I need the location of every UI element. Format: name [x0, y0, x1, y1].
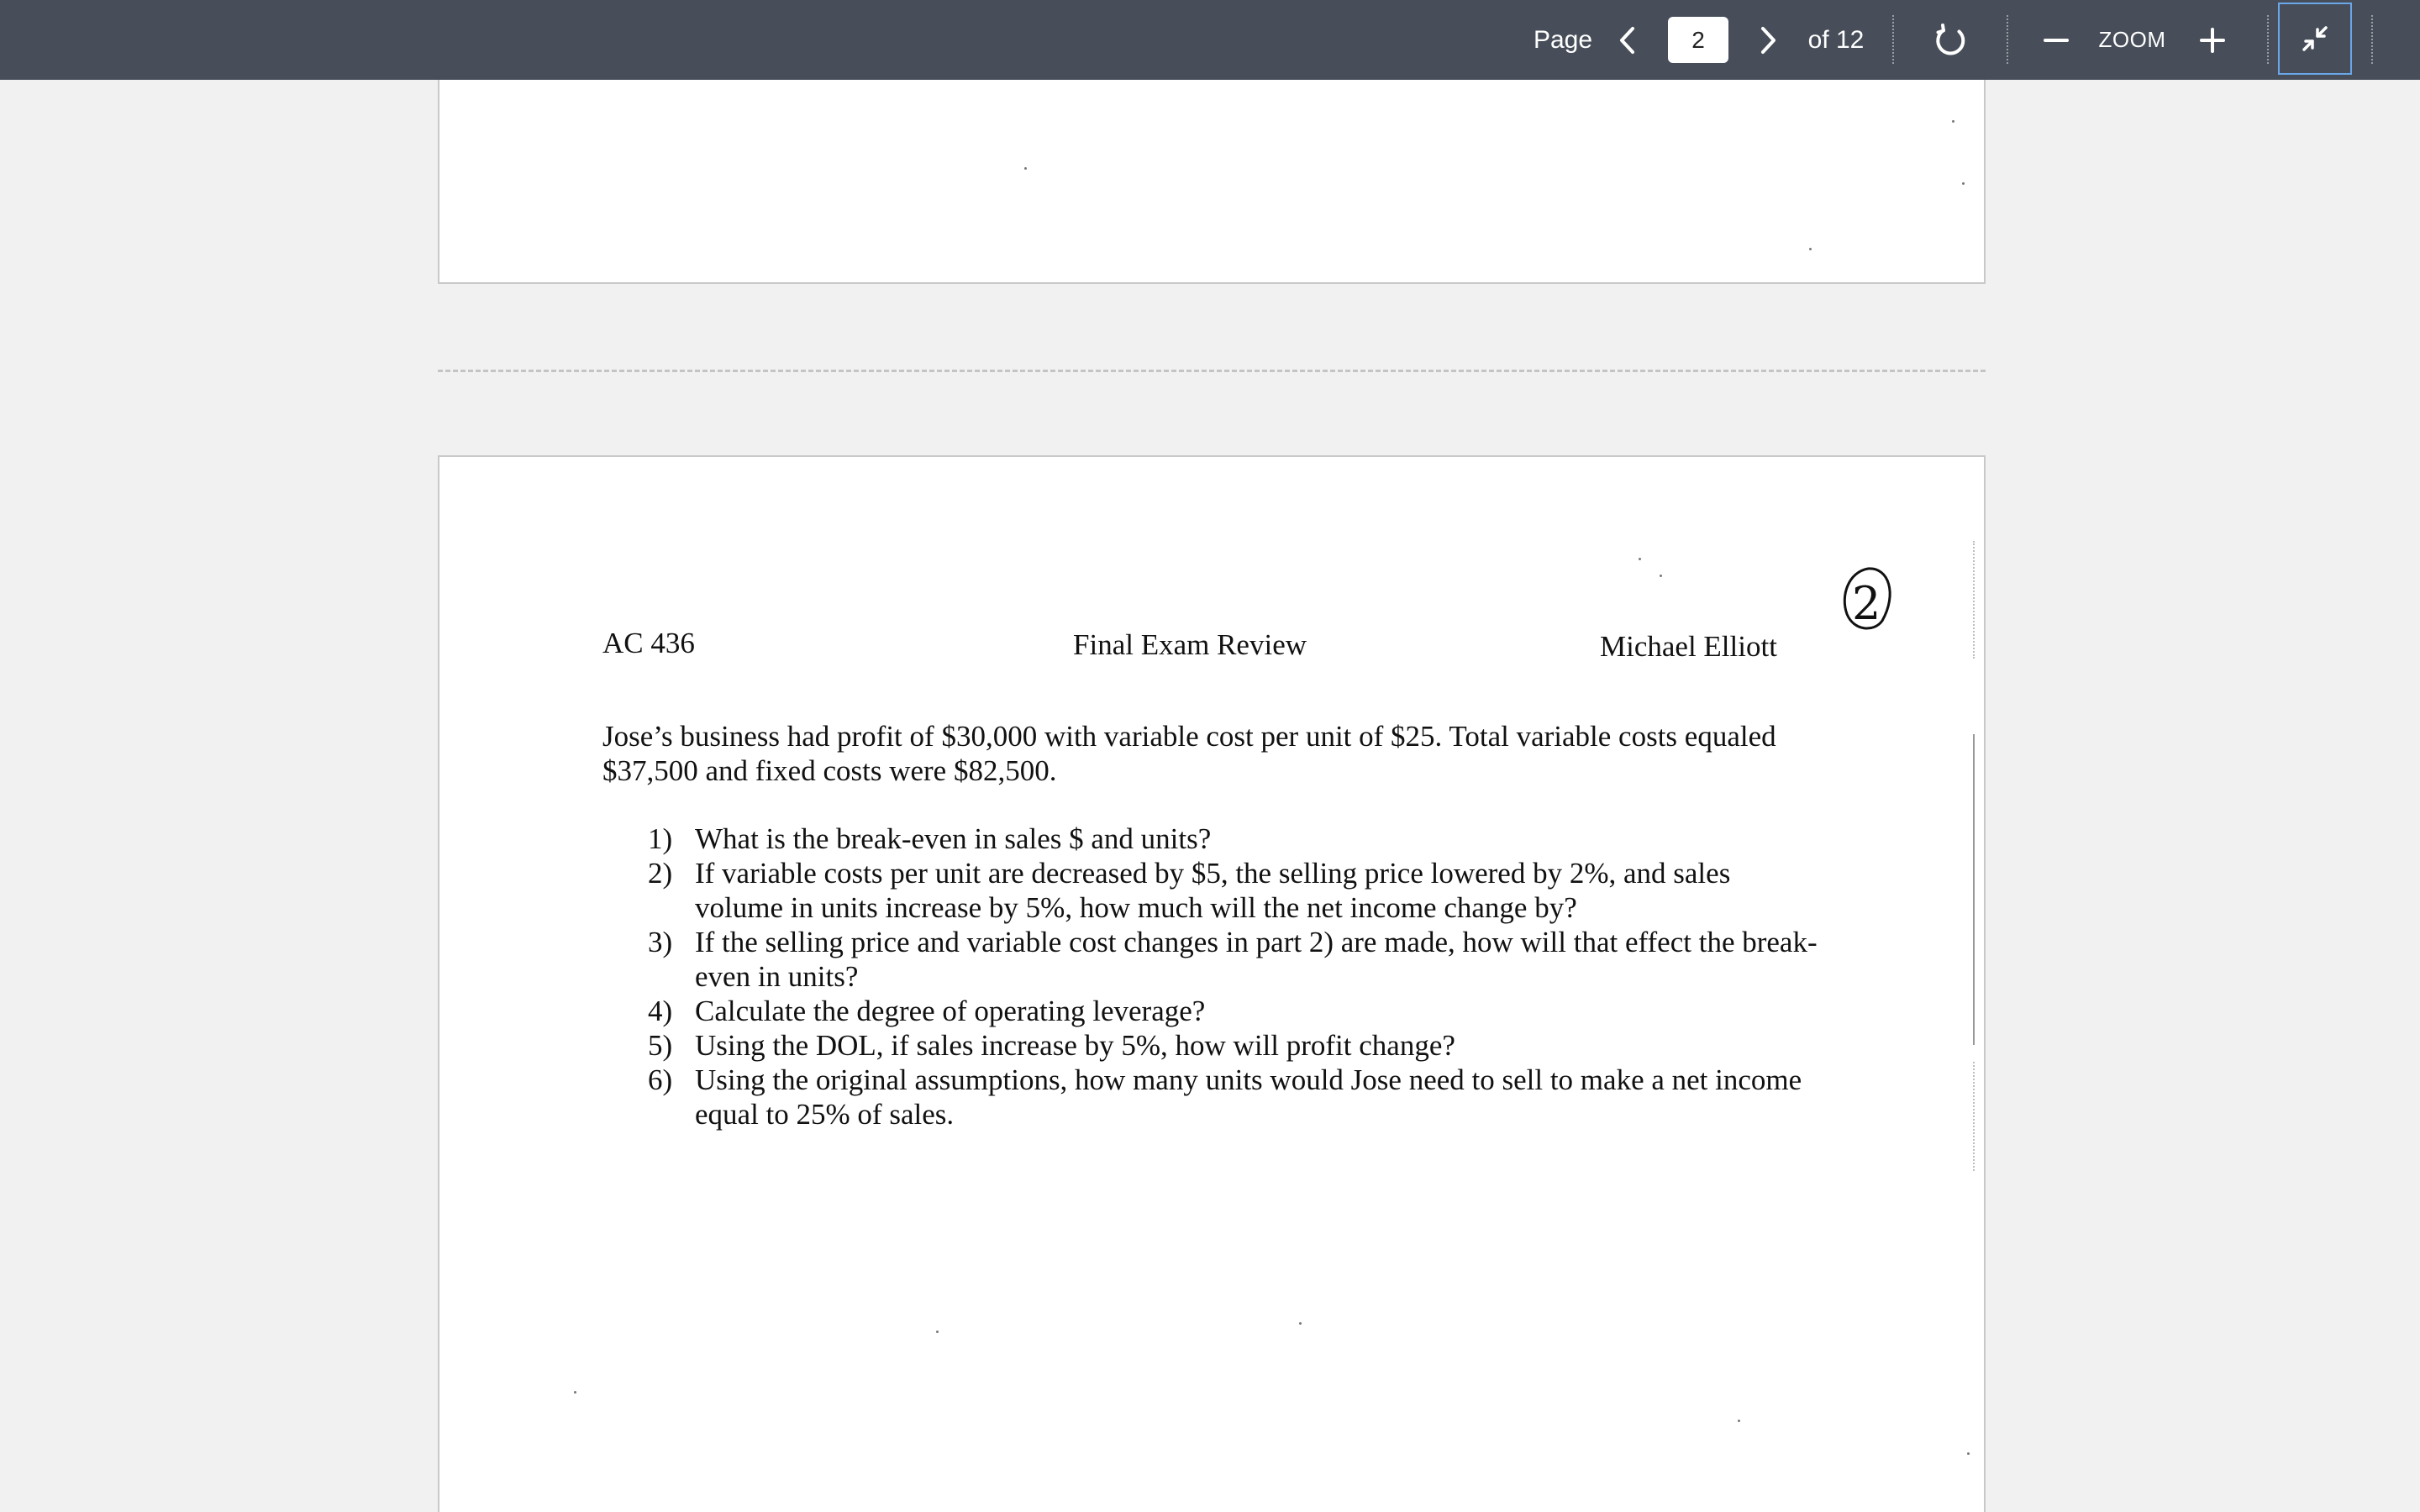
scan-speck — [1952, 120, 1954, 123]
rotate-icon — [1933, 24, 1967, 57]
question-item — [648, 994, 1824, 1028]
scan-speck — [936, 1331, 939, 1333]
question-number: 3) — [648, 926, 673, 958]
question-item — [648, 1028, 1824, 1063]
zoom-in-button[interactable] — [2191, 0, 2233, 80]
toolbar-divider — [2267, 15, 2269, 64]
document-viewer[interactable] — [0, 80, 2420, 1512]
question-number: 4) — [648, 995, 673, 1027]
scan-speck — [1967, 1452, 1970, 1455]
scan-speck — [1962, 182, 1965, 185]
chevron-left-icon — [1618, 26, 1637, 55]
scan-edge-mark — [1973, 734, 1975, 1045]
question-item — [648, 822, 1824, 856]
page-label: Page — [1533, 25, 1593, 54]
scan-speck — [1024, 167, 1027, 170]
handwritten-page-number — [1830, 560, 1906, 652]
page-sheet — [438, 455, 1986, 1512]
page-number-input[interactable] — [1668, 17, 1728, 63]
course-code: AC 436 — [602, 627, 695, 659]
scan-speck — [1738, 1420, 1740, 1422]
question-item — [648, 856, 1824, 925]
question-list — [648, 822, 1824, 1131]
previous-page-sheet — [438, 80, 1986, 284]
next-page-button[interactable] — [1749, 0, 1786, 80]
pdf-toolbar — [0, 0, 2420, 80]
toolbar-divider — [2007, 15, 2008, 64]
question-text: Using the DOL, if sales increase by 5%, how will profit change? — [695, 1029, 1455, 1062]
toolbar-divider — [2371, 15, 2373, 64]
question-item — [648, 925, 1824, 994]
scan-speck — [1299, 1322, 1302, 1325]
handwritten-number-text: 2 — [1852, 577, 1881, 630]
total-pages-label: of 12 — [1807, 25, 1865, 54]
question-number: 6) — [648, 1063, 673, 1096]
toolbar-divider — [1892, 15, 1894, 64]
zoom-label: ZOOM — [2098, 27, 2166, 52]
scan-speck — [1809, 248, 1812, 250]
previous-page-button[interactable] — [1609, 0, 1646, 80]
scan-edge-mark — [1973, 1062, 1975, 1171]
question-text: If the selling price and variable cost changes in part 2) are made, how will that effect the break-even in units? — [695, 926, 1818, 993]
scan-speck — [574, 1391, 576, 1394]
collapse-arrows-icon — [2298, 22, 2332, 55]
question-item — [648, 1063, 1824, 1131]
question-number: 1) — [648, 822, 673, 855]
question-text: Using the original assumptions, how many units would Jose need to sell to make a net income equal to 25% of sales. — [695, 1063, 1802, 1131]
question-text: If variable costs per unit are decreased by $5, the selling price lowered by 2%, and sales volume in units increase by 5%, how much will the net income change by? — [695, 857, 1731, 924]
question-text: Calculate the degree of operating leverage? — [695, 995, 1206, 1027]
document-title: Final Exam Review — [1073, 628, 1307, 661]
scan-speck — [1660, 575, 1662, 577]
question-number: 2) — [648, 857, 673, 890]
scan-edge-mark — [1973, 541, 1975, 659]
author-name: Michael Elliott — [1600, 630, 1777, 663]
handwritten-circled-number — [1830, 560, 1906, 644]
question-text: What is the break-even in sales $ and units? — [695, 822, 1212, 855]
question-number: 5) — [648, 1029, 673, 1062]
zoom-out-button[interactable] — [2035, 0, 2077, 80]
intro-paragraph: Jose’s business had profit of $30,000 with variable cost per unit of $25. Total variable costs equaled $37,500 and fixed costs were $82,500. — [602, 720, 1776, 787]
rotate-button[interactable] — [1929, 0, 1971, 80]
minus-icon — [2044, 28, 2069, 53]
exit-fullscreen-button[interactable] — [2278, 3, 2352, 75]
page-break-divider — [438, 370, 1986, 372]
plus-icon — [2199, 27, 2226, 54]
chevron-right-icon — [1759, 26, 1777, 55]
scan-speck — [1639, 558, 1641, 560]
